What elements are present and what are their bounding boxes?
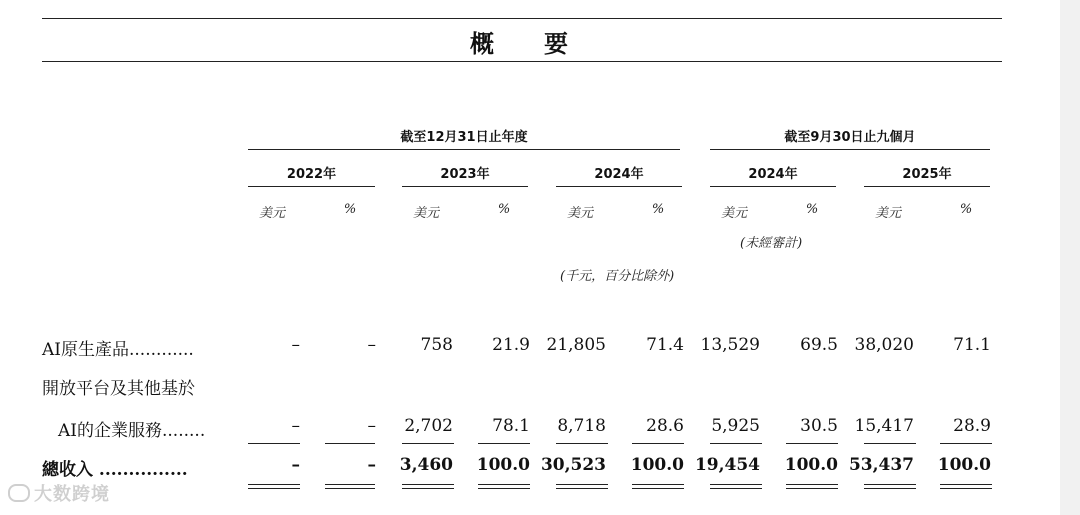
cell: 100.0 <box>476 455 530 475</box>
total-double-rule <box>864 484 916 489</box>
group-rule-nine-months <box>710 149 990 150</box>
cell: 15,417 <box>854 416 914 436</box>
year-header-2023: 2023年 <box>440 167 490 182</box>
cell: 758 <box>420 335 453 355</box>
unit-pct: % <box>651 202 665 217</box>
total-double-rule <box>402 484 454 489</box>
year-rule <box>556 186 682 187</box>
watermark-logo-icon <box>8 484 30 502</box>
year-header-2024-9m: 2024年 <box>748 167 798 182</box>
total-double-rule <box>710 484 762 489</box>
sum-rule <box>940 443 992 444</box>
unit-usd: 美元 <box>566 206 593 221</box>
sum-rule <box>786 443 838 444</box>
unit-usd: 美元 <box>874 206 901 221</box>
unit-pct: % <box>497 202 511 217</box>
cell: 78.1 <box>492 416 530 436</box>
cell: 30,523 <box>540 455 606 475</box>
sum-rule <box>710 443 762 444</box>
cell: – <box>291 455 300 475</box>
cell: 71.4 <box>646 335 684 355</box>
year-rule <box>710 186 836 187</box>
cell: 5,925 <box>711 416 760 436</box>
total-double-rule <box>478 484 530 489</box>
page-edge <box>1060 0 1080 515</box>
cell: 8,718 <box>557 416 606 436</box>
row-label-ai-native-products: AI原生產品............ <box>42 340 194 360</box>
sum-rule <box>402 443 454 444</box>
cell: 100.0 <box>937 455 991 475</box>
year-header-2022: 2022年 <box>286 167 337 182</box>
total-double-rule <box>786 484 838 489</box>
unit-pct: % <box>805 202 819 217</box>
title-char-2: 要 <box>544 30 570 58</box>
group-rule-annual <box>248 149 680 150</box>
cell: 30.5 <box>800 416 838 436</box>
total-double-rule <box>248 484 300 489</box>
cell: 19,454 <box>694 455 760 475</box>
unit-usd: 美元 <box>258 206 285 221</box>
cell: – <box>367 416 376 436</box>
year-rule <box>864 186 990 187</box>
sum-rule <box>864 443 916 444</box>
top-rule <box>42 18 1002 19</box>
cell: 38,020 <box>854 335 914 355</box>
cell: 28.9 <box>953 416 991 436</box>
unaudited-note: (未經審計) <box>740 236 803 251</box>
total-double-rule <box>632 484 684 489</box>
cell: 53,437 <box>848 455 914 475</box>
year-rule <box>248 186 375 187</box>
year-header-2025-9m: 2025年 <box>902 167 952 182</box>
cell: 21,805 <box>546 335 606 355</box>
unit-usd: 美元 <box>720 206 747 221</box>
cell: – <box>291 416 300 436</box>
cell: 3,460 <box>399 455 453 475</box>
group-header-annual: 截至12月31日止年度 <box>400 130 528 145</box>
thousands-note: (千元，百分比除外) <box>560 269 675 284</box>
unit-pct: % <box>343 202 357 217</box>
cell: 69.5 <box>800 335 838 355</box>
cell: 71.1 <box>953 335 991 355</box>
cell: – <box>367 335 376 355</box>
total-double-rule <box>940 484 992 489</box>
title-rule <box>42 61 1002 62</box>
watermark-text: 大数跨境 <box>34 484 110 505</box>
cell: 21.9 <box>492 335 530 355</box>
cell: 100.0 <box>784 455 838 475</box>
sum-rule <box>478 443 530 444</box>
sum-rule <box>632 443 684 444</box>
unit-pct: % <box>959 202 973 217</box>
group-header-nine-months: 截至9月30日止九個月 <box>784 130 916 145</box>
cell: 2,702 <box>404 416 453 436</box>
sum-rule <box>556 443 608 444</box>
cell: – <box>367 455 376 475</box>
cell: 28.6 <box>646 416 684 436</box>
sum-rule <box>325 443 375 444</box>
cell: 13,529 <box>700 335 760 355</box>
row-label-open-platform-line2: AI的企業服務........ <box>58 421 206 441</box>
total-double-rule <box>325 484 375 489</box>
row-label-open-platform-line1: 開放平台及其他基於 <box>42 379 195 399</box>
row-label-total-revenue: 總收入 ............... <box>42 460 188 480</box>
year-rule <box>402 186 528 187</box>
title-char-1: 概 <box>470 30 496 58</box>
watermark <box>8 480 110 506</box>
year-header-2024: 2024年 <box>594 167 644 182</box>
cell: 100.0 <box>630 455 684 475</box>
unit-usd: 美元 <box>412 206 439 221</box>
sum-rule <box>248 443 300 444</box>
cell: – <box>291 335 300 355</box>
total-double-rule <box>556 484 608 489</box>
